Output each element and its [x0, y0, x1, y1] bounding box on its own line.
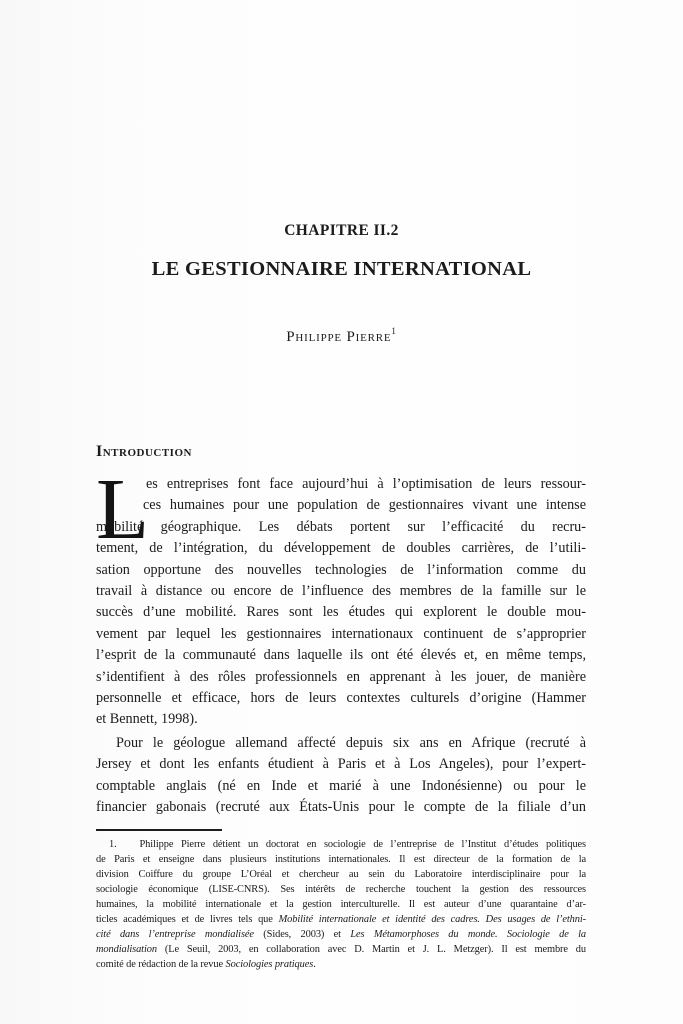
text-line: s’identifient à des rôles professionnels en apprenant à les jouer, de manière: [96, 668, 586, 685]
text-line: [96, 912, 586, 927]
italic-text-segment: Les Métamorphoses du monde. Sociologie de la: [350, 929, 586, 940]
text-line: comptable anglais (né en Inde et marié à une Indonésienne) ou pour le: [96, 777, 586, 794]
text-segment: division Coiffure du groupe L’Oréal et chercheur au sein du Laboratoire interdisciplinaire pour la: [96, 869, 586, 880]
text-line: et Bennett, 1998).: [96, 711, 198, 728]
drop-cap: L: [96, 460, 150, 557]
text-segment: comité de rédaction de la revue: [96, 959, 226, 970]
text-line: [96, 897, 586, 912]
text-line: succès d’une mobilité. Rares sont les études qui explorent le double mou-: [96, 604, 586, 621]
text-line: mobilité géographique. Les débats portent sur l’efficacité du recru-: [96, 518, 586, 535]
author-line: [0, 327, 683, 346]
author-footnote-mark: 1: [391, 326, 397, 336]
text-line: [96, 957, 586, 972]
text-line: vement par lequel les gestionnaires internationaux continuent de s’approprier: [96, 625, 586, 642]
text-segment: (Le Seuil, 2003, en collaboration avec D. Martin et J. L. Metzger). Il est membre du: [156, 944, 586, 955]
text-line: [96, 942, 586, 957]
paragraph-2: [96, 733, 586, 819]
text-line: [96, 882, 586, 897]
section-heading-introduction: Introduction: [96, 443, 192, 460]
paragraph-1: [96, 460, 586, 731]
text-segment: (Sides, 2003) et: [253, 929, 351, 940]
text-line: travail à distance ou encore de l’influence des membres de la famille sur le: [96, 582, 586, 599]
text-line: personnelle et efficace, hors de leurs contextes culturels d’origine (Hammer: [96, 689, 586, 706]
text-segment: 1. Philippe Pierre détient un doctorat en sociologie de l’entreprise de l’Institut d’études politiques: [109, 839, 586, 850]
footnote-1: [96, 837, 586, 972]
italic-text-segment: mondialisation: [96, 944, 157, 955]
text-line: financier gabonais (recruté aux États-Unis pour le compte de la filiale d’un: [96, 799, 586, 816]
text-line: Jersey et dont les enfants étudient à Paris et à Los Angeles), pour l’expert-: [96, 756, 586, 773]
text-line: tement, de l’intégration, du développement de doubles carrières, de l’utili-: [96, 540, 586, 557]
text-line: ces humaines pour une population de gestionnaires vivant une intense: [143, 497, 586, 514]
italic-text-segment: cité dans l’entreprise mondialisée: [96, 929, 254, 940]
text-segment: humaines, la mobilité internationale et la gestion interculturelle. Il est auteur d’une quarantaine d’ar-: [96, 899, 586, 910]
text-line: [96, 837, 586, 852]
footnote-separator-rule: [96, 829, 222, 831]
text-line: es entreprises font face aujourd’hui à l’optimisation de leurs ressour-: [146, 476, 586, 492]
text-segment: sociologie économique (LISE-CNRS). Ses intérêts de recherche touchent la gestion des ressources: [96, 884, 586, 895]
author-name: Philippe Pierre: [286, 329, 392, 345]
chapter-label: CHAPITRE II.2: [284, 222, 399, 239]
text-line: l’esprit de la communauté dans laquelle ils ont été élevés et, en même temps,: [96, 647, 586, 664]
text-line: sation opportune des nouvelles technologies de l’information comme du: [96, 561, 586, 578]
text-line: [96, 852, 586, 867]
text-line: [96, 867, 586, 882]
text-line: [96, 927, 586, 942]
text-segment: de Paris et enseigne dans plusieurs institutions internationales. Il est directeur de la formation de la: [96, 854, 586, 865]
text-line: Pour le géologue allemand affecté depuis six ans en Afrique (recruté à: [116, 735, 586, 751]
text-segment: .: [313, 959, 316, 970]
chapter-title: LE GESTIONNAIRE INTERNATIONAL: [151, 258, 532, 280]
italic-text-segment: Mobilité internationale et identité des cadres. Des usages de l’ethni-: [278, 914, 587, 925]
text-segment: ticles académiques et de livres tels que: [96, 914, 279, 925]
italic-text-segment: Sociologies pratiques: [225, 959, 314, 970]
